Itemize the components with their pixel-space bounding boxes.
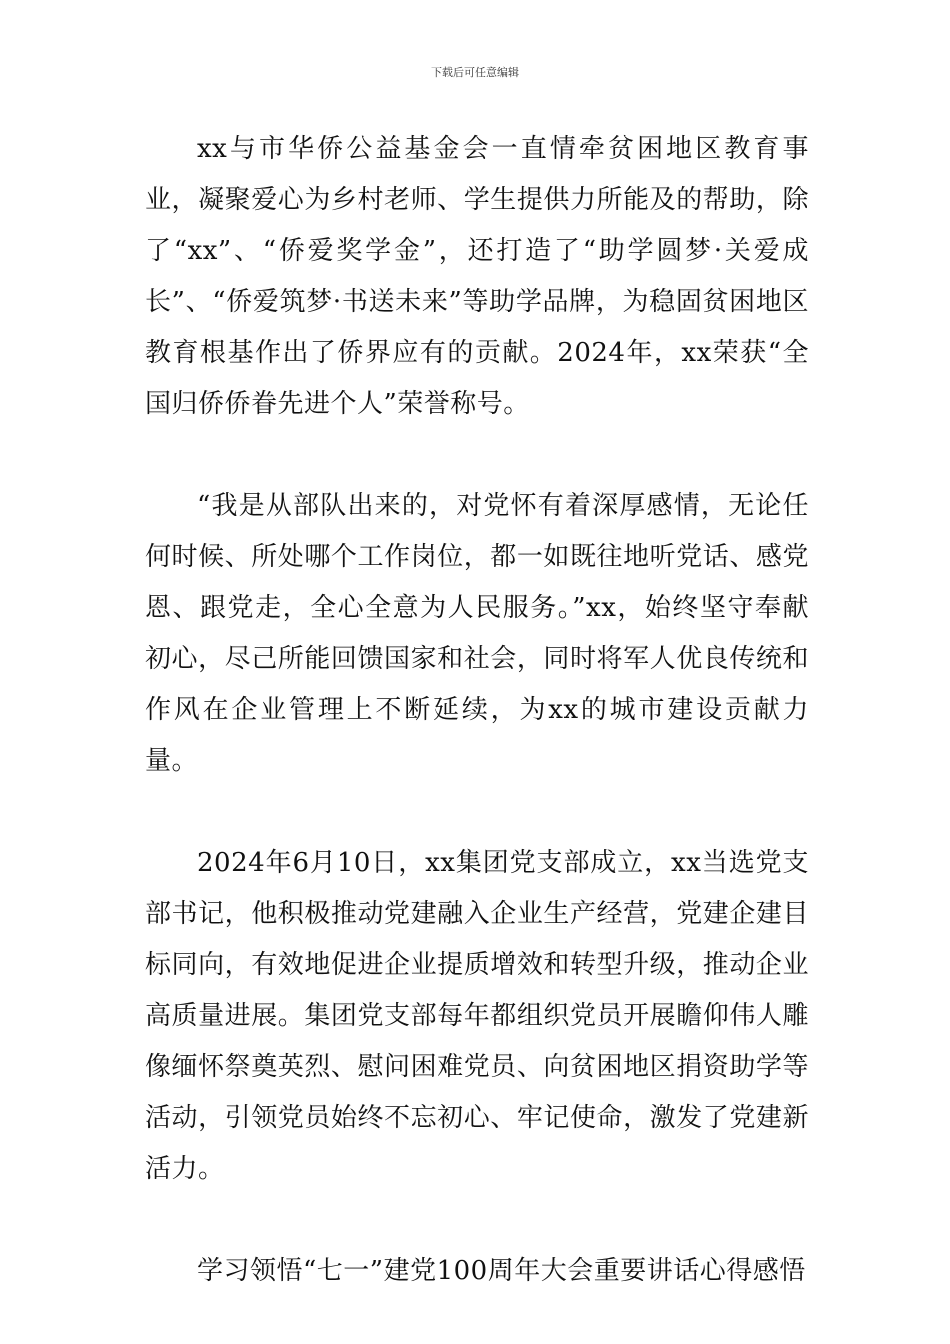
paragraph-party-branch: 2024年6月10日，xx集团党支部成立，xx当选党支部书记，他积极推动党建融入企业生产经营，党建企建目标同向，有效地促进企业提质增效和转型升级，推动企业高质量进展。集团党支部每年都组织党员开展瞻仰伟人雕像缅怀祭奠英烈、慰问困难党员、向贫困地区捐资助学等活动，引领党员始终不忘初心、牢记使命，激发了党建新活力。: [145, 848, 809, 1184]
document-body: [145, 124, 809, 1297]
page-header-note: 下载后可任意编辑: [431, 66, 519, 79]
paragraph-military-background: “我是从部队出来的，对党怀有着深厚感情，无论任何时候、所处哪个工作岗位，都一如既往地听党话、感党恩、跟党走，全心全意为人民服务。”xx，始终坚守奉献初心，尽己所能回馈国家和社会，同时将军人优良传统和作风在企业管理上不断延续，为xx的城市建设贡献力量。: [145, 491, 809, 776]
paragraph-charity-education: xx与市华侨公益基金会一直情牵贫困地区教育事业，凝聚爱心为乡村老师、学生提供力所能及的帮助，除了“xx”、“侨爱奖学金”，还打造了“助学圆梦·关爱成长”、“侨爱筑梦·书送未来”等助学品牌，为稳固贫困地区教育根基作出了侨界应有的贡献。2024年，xx荣获“全国归侨侨眷先进个人”荣誉称号。: [145, 134, 809, 419]
paragraph-closing-title: 学习领悟“七一”建党100周年大会重要讲话心得感悟: [197, 1256, 806, 1286]
